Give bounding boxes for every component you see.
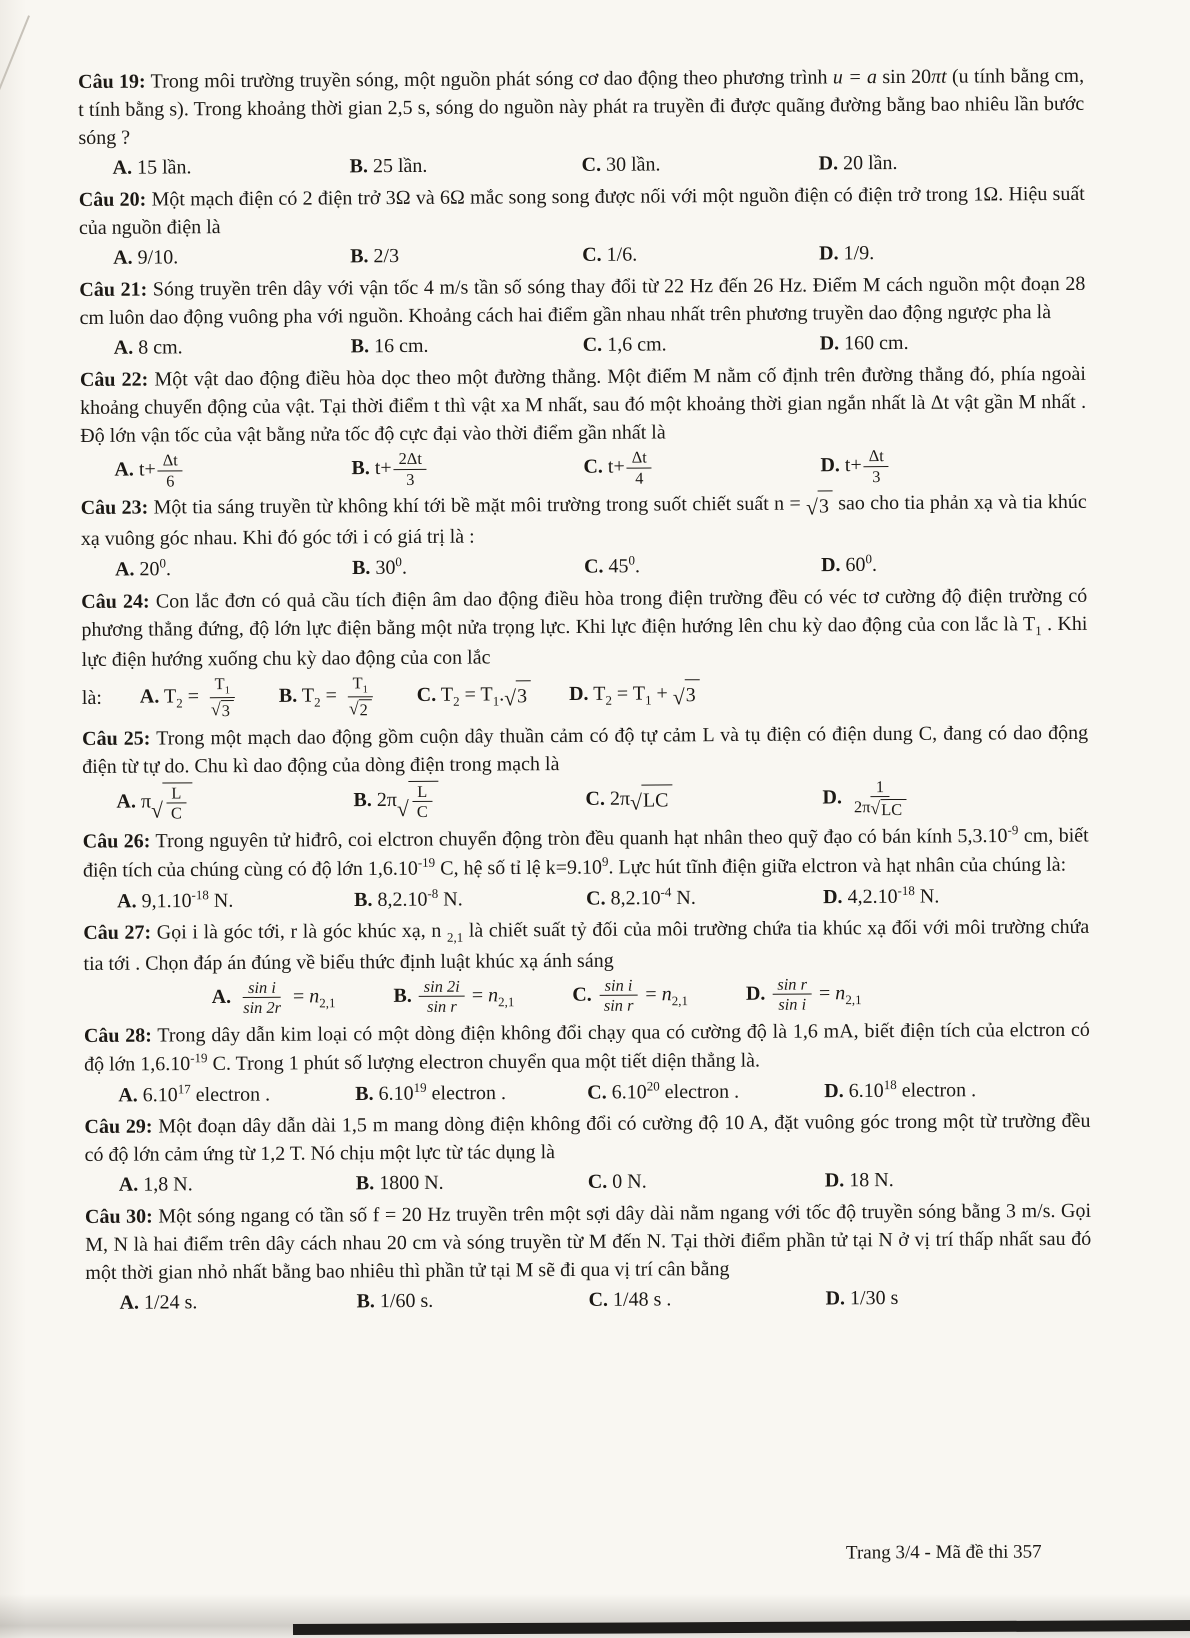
- question-body: Câu 21: Sóng truyền trên dây với vận tốc 4 m/s tần số sóng thay đổi từ 22 Hz đến 26 Hz. Điểm M cách nguồn một đoạn 28 cm luôn dao động vuông pha với nguồn. Khoảng cách hai điểm gần nhau nhất trên phương truyền dao động ngược pha là: [79, 272, 1086, 329]
- option-label: B.: [351, 457, 370, 480]
- options-row: [80, 446, 1086, 491]
- answer-option: B. $8,2.10^{-8}$ N.: [354, 885, 463, 911]
- options-row: [84, 973, 1090, 1018]
- option-label: B.: [278, 684, 298, 707]
- answer-option: D. 6.10$^{18}$ electron .: [824, 1076, 977, 1102]
- question-body: Câu 26: Trong nguyên tử hiđrô, coi elctron chuyển động tròn đều quanh hạt nhân theo quỹ đạo có bán kính $5,3.10^{-9}$ cm, biết điện tích của chúng cùng có độ lớn $1,6.10^{-19}$ C, hệ số tỉ lệ $k=9.10^9$. Lực hút tĩnh điện giữa elctron và hạt nhân của chúng là:: [82, 822, 1089, 882]
- question-number: Câu 20:: [78, 188, 147, 211]
- answer-option: B. $30^0$.: [351, 553, 407, 579]
- answer-option: B. 25 lần.: [349, 154, 428, 178]
- answer-option: C. t+ $\frac{\Delta t}{4}$: [583, 447, 820, 487]
- question-body: Câu 28: Trong dây dẫn kim loại có một dòng điện không đổi chạy qua có cường độ là 1,6 mA, biết điện tích của elctron có độ lớn $1,6.10^{-19}$ C. Trong 1 phút số lượng electron chuyển qua một tiết diện thẳng là.: [83, 1018, 1090, 1076]
- answer-option: D. $60^0$.: [820, 551, 878, 576]
- option-label: B.: [393, 984, 412, 1007]
- question: [78, 62, 1085, 182]
- option-label: A.: [117, 890, 137, 913]
- answer-option: D. $T_2 = T_1$ + √ 3: [569, 679, 700, 710]
- answer-option: B. 16 cm.: [350, 334, 429, 358]
- answer-option: D. 160 cm.: [819, 331, 909, 355]
- answer-option: B. $\frac{\sin 2i}{\text{sin r}}$ = $n_{2,1}$: [393, 976, 515, 1017]
- option-label: A.: [113, 246, 133, 269]
- question-body: Câu 25: Trong một mạch dao động gồm cuộn dây thuần cảm có độ tự cảm L và tụ điện có điện dung C, đang có dao động điện từ tự do. Chu kì dao động của dòng điện trong mạch là: [82, 721, 1089, 778]
- option-label: D.: [818, 152, 839, 175]
- answer-option: A. 8 cm.: [113, 336, 183, 359]
- answer-option: A. 15 lần.: [112, 156, 192, 179]
- question-body: Câu 29: Một đoạn dây dẫn dài 1,5 m mang dòng điện không đổi có cường độ 10 A, đặt vuông góc trong một từ trường đều có độ lớn cảm ứng từ 1,2 T. Nó chịu một lực từ tác dụng là: [84, 1110, 1091, 1167]
- answer-option: C. $8,2.10^{-4}$ N.: [586, 884, 696, 910]
- answer-option: B. t+ $\frac{2\Delta t}{3}$: [351, 449, 583, 489]
- question-number: Câu 28:: [83, 1024, 152, 1047]
- option-label: A.: [118, 1083, 138, 1107]
- answer-option: C. 0 N.: [587, 1170, 647, 1194]
- option-label: D.: [822, 785, 842, 809]
- question: [79, 270, 1086, 362]
- answer-option: A. 1,8 N.: [118, 1173, 193, 1197]
- option-label: C.: [583, 455, 603, 478]
- question-number: Câu 24:: [81, 590, 150, 613]
- question-number: Câu 29:: [84, 1115, 153, 1139]
- options-row: [82, 776, 1088, 823]
- question-number: Câu 21:: [79, 278, 148, 301]
- answer-option: C. 1,6 cm.: [582, 333, 667, 356]
- answer-option: D. 18 N.: [824, 1169, 894, 1192]
- answer-option: A. t+ $\frac{\Delta t}{6}$: [114, 450, 351, 490]
- answer-option: D. t+ $\frac{\Delta t}{3}$: [820, 446, 1086, 486]
- page-footer: Trang 3/4 - Mã đề thi 357: [846, 1541, 1043, 1564]
- option-label: A.: [211, 985, 232, 1008]
- question: [83, 913, 1090, 1018]
- answer-option: C. $T_2 = T_1$. √ 3: [417, 680, 531, 711]
- option-label: A.: [116, 790, 137, 813]
- answer-option: C. 30 lần.: [581, 153, 661, 176]
- option-label: B.: [349, 155, 369, 178]
- option-label: A.: [113, 336, 134, 359]
- answer-option: C. 2π √ LC: [585, 783, 822, 815]
- options-row: [80, 328, 1086, 362]
- question-body: Câu 19: Trong môi trường truyền sóng, một nguồn phát sóng cơ dao động theo phương trình u = a sin 20πt (u tính bằng cm, t tính bằng s). Trong khoảng thời gian 2,5 s, sóng do nguồn này phát ra truyền đi được quãng đường bằng bao nhiêu lần bước sóng ?: [78, 64, 1085, 149]
- answer-option: C. 1/48 s .: [588, 1288, 672, 1312]
- answer-option: A. π √ $\frac{L}{C}$: [116, 781, 353, 823]
- answer-option: D. 1 2π √ LC: [822, 776, 1088, 818]
- option-label: C.: [582, 333, 603, 356]
- question-number: Câu 27:: [83, 921, 152, 945]
- options-lead: là:: [81, 686, 102, 710]
- question: [82, 718, 1089, 823]
- question-body: Câu 24: Con lắc đơn có quả cầu tích điện âm dao động điều hòa trong điện trường đều có véc tơ cường độ điện trường có phương thẳng đứng, độ lớn lực điện bằng một nửa trọng lực. Khi lực điện hướng lên chu kỳ dao động của con lắc là $T_1$ . Khi lực điện hướng xuống chu kỳ dao động của con lắc: [81, 584, 1088, 671]
- option-label: C.: [586, 887, 606, 910]
- answer-option: C. 1/6.: [582, 243, 638, 266]
- answer-option: A. 6.10$^{17}$ electron .: [118, 1080, 271, 1107]
- option-label: C.: [587, 1081, 607, 1104]
- question-number: Câu 30:: [84, 1205, 153, 1229]
- option-label: D.: [824, 1079, 844, 1102]
- answer-option: A. $20^0$.: [114, 555, 172, 581]
- question: [85, 1197, 1092, 1317]
- question-body: Câu 20: Một mạch điện có 2 điện trở 3Ω và 6Ω mắc song song được nối với một nguồn điện có điện trở trong 1Ω. Hiệu suất của nguồn điện là: [78, 182, 1085, 239]
- question-list: [78, 62, 1092, 1317]
- options-row: [82, 670, 1088, 721]
- answer-option: B. 2/3: [350, 245, 400, 268]
- answer-option: A. 9/10.: [113, 246, 179, 269]
- option-label: C.: [583, 555, 604, 578]
- option-label: D.: [825, 1287, 846, 1310]
- question: [81, 581, 1088, 720]
- option-label: B.: [350, 245, 369, 268]
- option-label: C.: [585, 787, 605, 810]
- answer-option: B. $T_2$ = $T_1$ √ 2: [279, 674, 379, 719]
- question-number: Câu 23:: [80, 497, 149, 520]
- question: [80, 360, 1087, 491]
- option-label: B.: [356, 1290, 375, 1313]
- question-body: Câu 22: Một vật dao động điều hòa dọc theo một đường thẳng. Một điểm M nằm cố định trên đường thẳng đó, phía ngoài khoảng chuyển động của vật. Tại thời điểm t thì vật xa M nhất, sau đó một khoảng thời gian ngắn nhất là Δt vật gần M nhất . Độ lớn vận tốc của vật bằng nửa tốc độ cực đại vào thời điểm gần nhất là: [79, 362, 1087, 447]
- option-label: B.: [353, 788, 372, 811]
- option-label: D.: [824, 1169, 845, 1192]
- question-number: Câu 22:: [79, 368, 149, 391]
- question: [79, 180, 1086, 272]
- question-number: Câu 19:: [78, 70, 146, 93]
- answer-option: B. 6.10$^{19}$ electron .: [355, 1079, 507, 1105]
- option-label: C.: [587, 1171, 608, 1194]
- option-label: B.: [351, 556, 371, 579]
- question-number: Câu 26:: [82, 830, 151, 854]
- answer-option: D. $\frac{\text{sin r}}{\text{sin i}}$ = $n_{2,1}$: [745, 974, 862, 1014]
- option-label: D.: [823, 885, 843, 908]
- question-body: Câu 30: Một sóng ngang có tần số f = 20 Hz truyền trên một sợi dây dài nằm ngang với tốc độ truyền sóng bằng 3 m/s. Gọi M, N là hai điểm trên dây cách nhau 20 cm và sóng truyền từ M đến N. Tại thời điểm phần tử tại N ở vị trí thấp nhất sau đó một thời gian nhỏ nhất bằng bao nhiêu thì phần tử tại M sẽ đi qua vị trí cân bằng: [84, 1200, 1092, 1285]
- option-label: D.: [819, 242, 839, 265]
- option-label: A.: [119, 1291, 140, 1315]
- answer-option: C. $\frac{\text{sin i}}{\text{sin r}}$ = $n_{2,1}$: [572, 975, 689, 1016]
- option-label: A.: [118, 1173, 139, 1197]
- question: [83, 821, 1090, 915]
- answer-option: C. $45^0$.: [583, 552, 641, 578]
- option-label: B.: [355, 1082, 374, 1105]
- options-row: [79, 148, 1085, 182]
- answer-option: C. 6.10$^{20}$ electron .: [587, 1078, 740, 1104]
- answer-option: A. 1/24 s.: [119, 1291, 198, 1315]
- option-label: B.: [354, 888, 373, 911]
- options-row: [85, 1283, 1091, 1317]
- option-label: D.: [820, 454, 840, 477]
- options-row: [79, 238, 1085, 272]
- option-label: C.: [416, 683, 437, 706]
- options-row: [81, 549, 1087, 584]
- question: [84, 1107, 1091, 1199]
- question-number: Câu 25:: [82, 727, 151, 750]
- question-body: Câu 27: Gọi i là góc tới, r là góc khúc xạ, n $_{2,1}$ là chiết suất tỷ đối của môi trường chứa tia khúc xạ đối với môi trường chứa tia tới . Chọn đáp án đúng về biểu thức định luật khúc xạ ánh sáng: [83, 916, 1090, 975]
- option-label: C.: [588, 1289, 609, 1312]
- option-label: A.: [112, 156, 133, 179]
- options-row: [84, 1074, 1090, 1109]
- options-row: [85, 1165, 1091, 1199]
- option-label: A.: [139, 685, 160, 708]
- answer-option: B. 2π √ $\frac{L}{C}$: [353, 780, 585, 822]
- answer-option: B. 1/60 s.: [356, 1290, 434, 1313]
- question: [84, 1016, 1091, 1109]
- answer-option: A. $9,1.10^{-18}$ N.: [117, 886, 234, 913]
- option-label: A.: [114, 458, 134, 481]
- answer-option: D. 1/9.: [819, 242, 875, 265]
- option-label: D.: [819, 332, 840, 355]
- answer-option: D. $4,2.10^{-18}$ N.: [823, 882, 940, 908]
- option-label: B.: [355, 1172, 375, 1195]
- option-label: C.: [572, 983, 592, 1006]
- answer-option: B. 1800 N.: [355, 1172, 444, 1195]
- answer-option: D. 1/30 s: [825, 1287, 899, 1310]
- option-label: C.: [581, 153, 602, 176]
- option-label: A.: [114, 558, 135, 581]
- option-label: D.: [820, 553, 841, 576]
- option-label: D.: [568, 682, 589, 705]
- question: [81, 488, 1088, 583]
- options-row: [83, 881, 1089, 916]
- exam-content: [78, 62, 1092, 1321]
- option-label: B.: [350, 335, 370, 358]
- scan-corner-fold-line: [0, 15, 30, 169]
- answer-option: A. $\frac{\text{sin i}}{\sin 2r}$ = $n_{2,1}$: [211, 977, 336, 1018]
- answer-option: D. 20 lần.: [818, 151, 898, 175]
- answer-option: A. $T_2$ = $T_1$ √ 3: [140, 675, 241, 720]
- option-label: C.: [582, 243, 602, 266]
- question-body: Câu 23: Một tia sáng truyền từ không khí tới bề mặt môi trường trong suốt chiết suất n = √ 3 sao cho tia phản xạ và tia khúc xạ vuông góc nhau. Khi đó góc tới i có giá trị là :: [80, 491, 1087, 550]
- option-label: D.: [745, 982, 766, 1005]
